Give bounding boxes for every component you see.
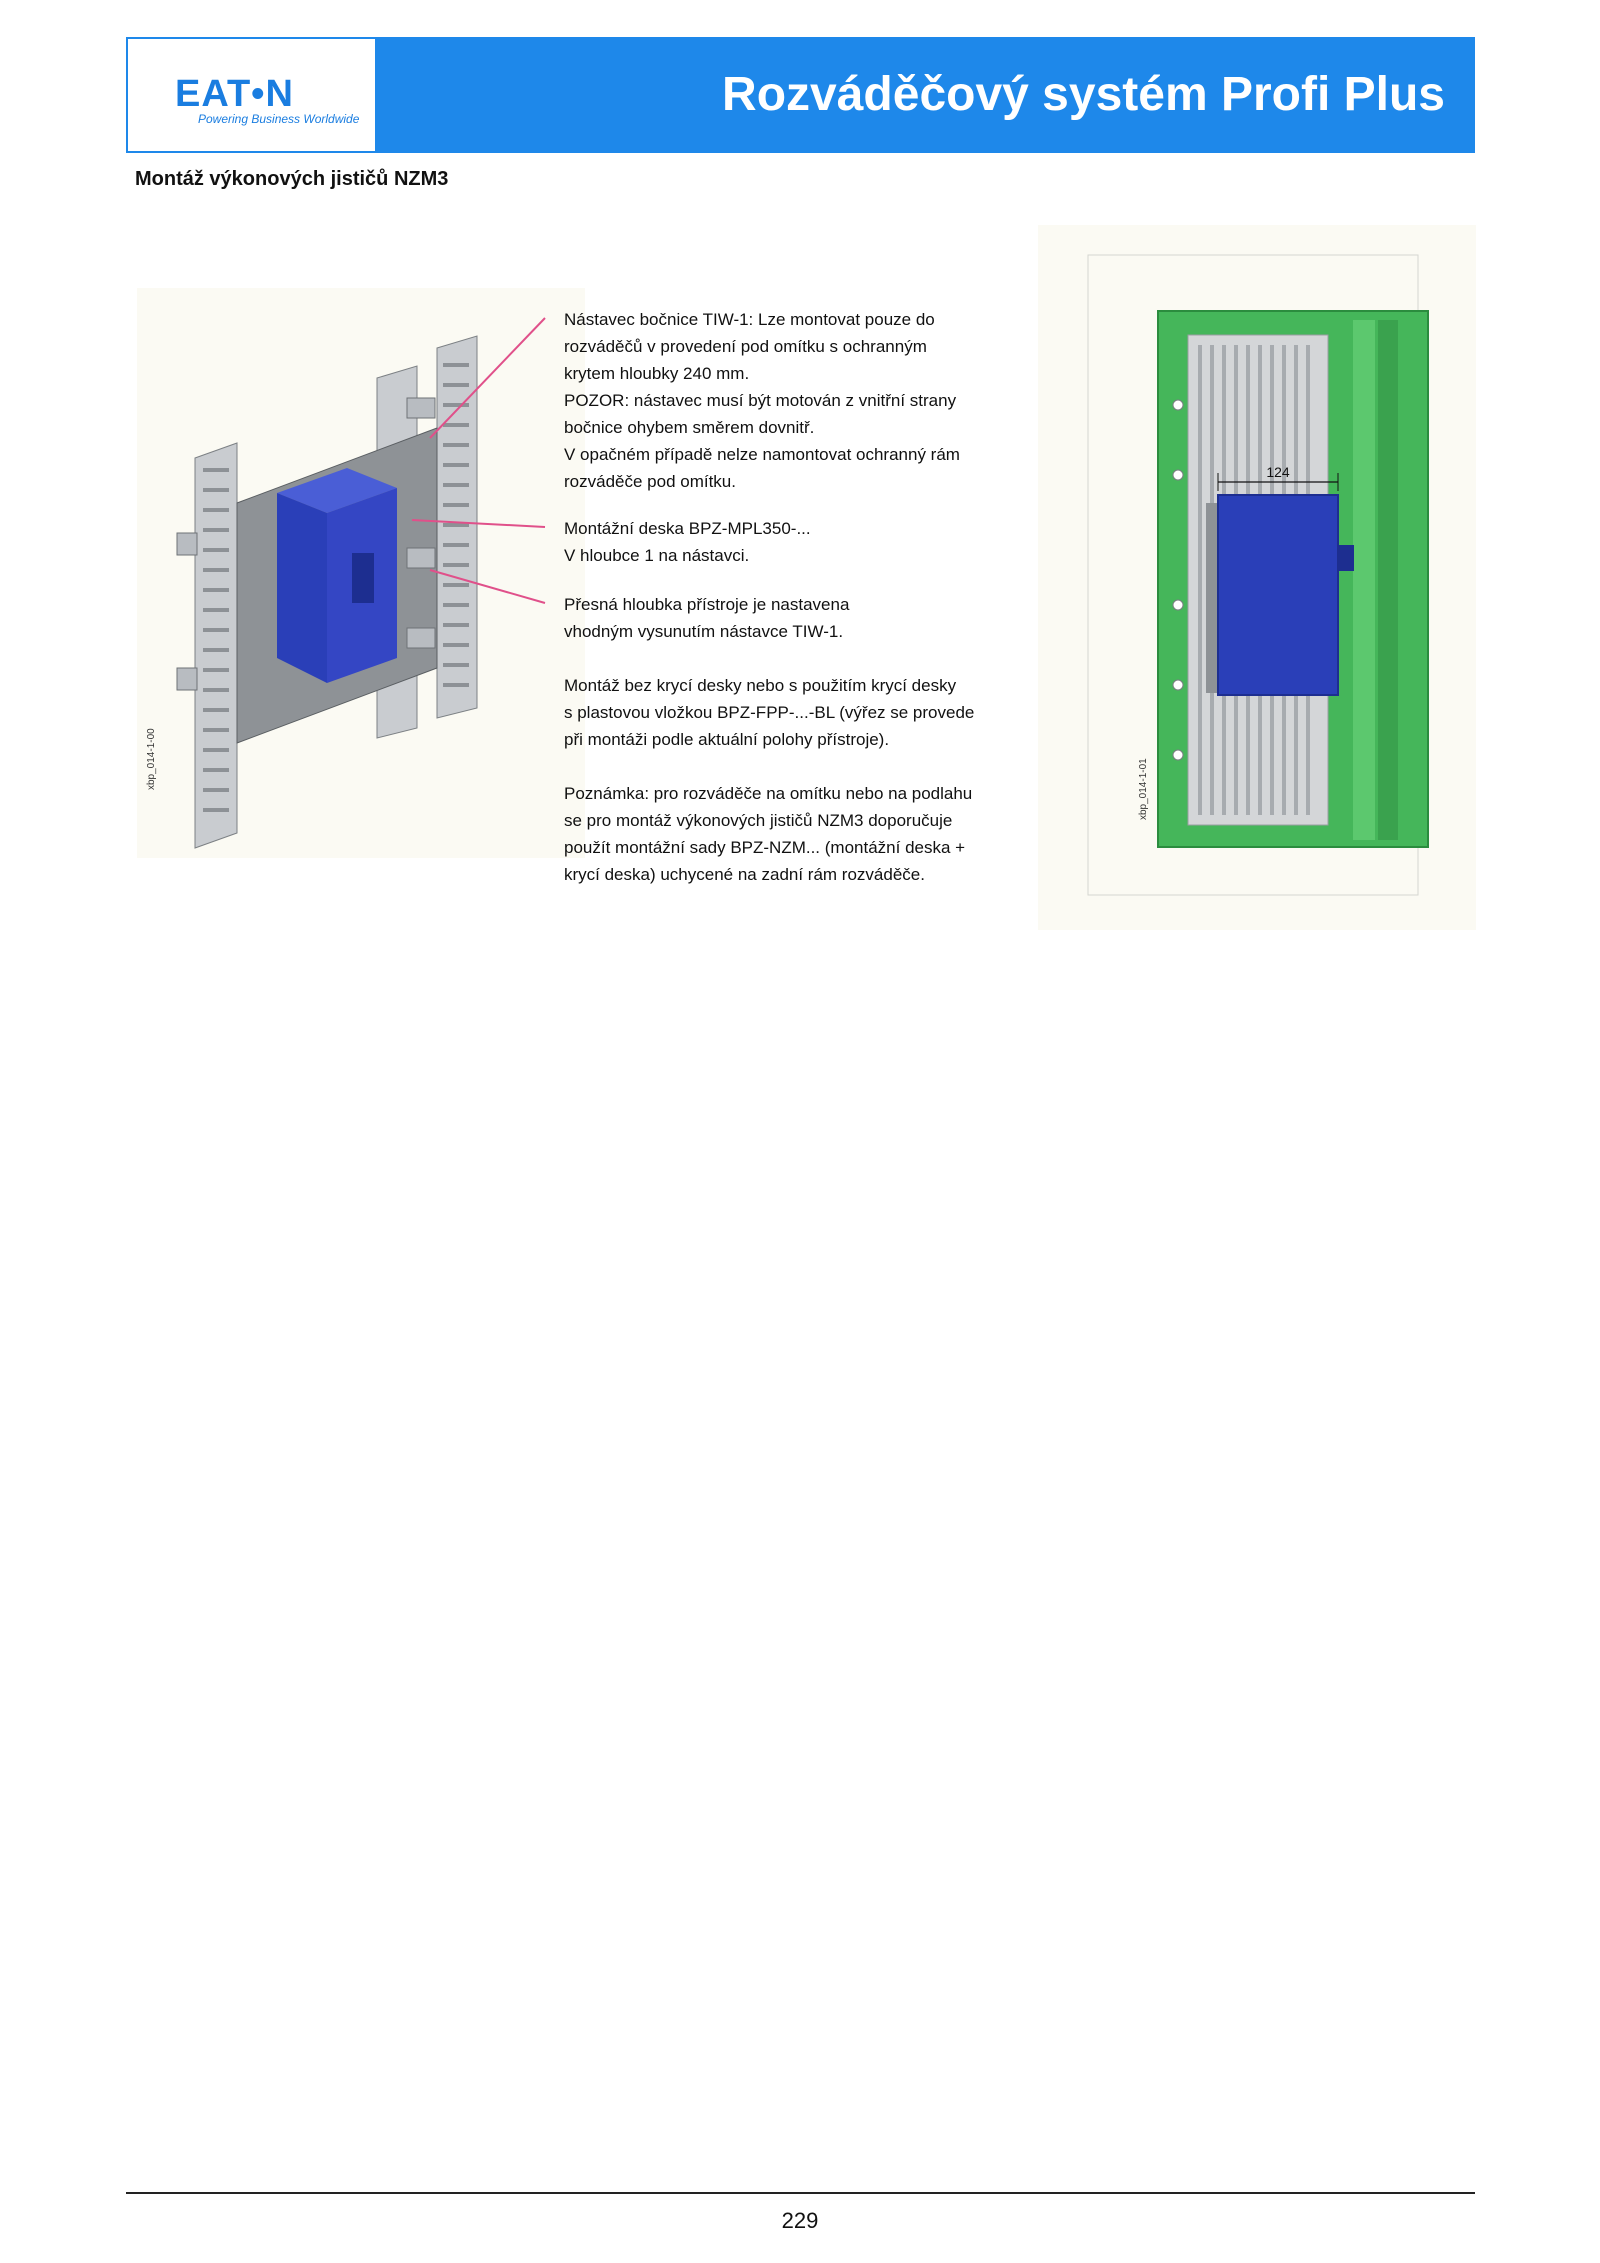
logo-tagline: Powering Business Worldwide [198, 112, 360, 126]
mounting-isometric-figure [137, 288, 585, 858]
logo-wordmark: EAT•N [175, 73, 294, 115]
eaton-logo [128, 39, 375, 151]
figure-code-left: xbp_014-1-00 [146, 728, 157, 790]
figure-code-right: xbp_014-1-01 [1138, 758, 1149, 820]
page-header [126, 37, 1475, 153]
page-number: 229 [781, 2208, 819, 2233]
footer-rule [126, 2192, 1475, 2194]
paragraph-device-depth: Přesná hloubka přístroje je nastavena vhodným vysunutím nástavce TIW-1. [564, 595, 850, 641]
document-title: Rozváděčový systém Profi Plus [722, 68, 1445, 121]
paragraph-mounting-plate: Montážní deska BPZ-MPL350-... V hloubce 1 na nástavci. [564, 519, 811, 565]
paragraph-cover-plate: Montáž bez krycí desky nebo s použitím krycí desky s plastovou vložkou BPZ-FPP-...-BL (výřez se provede při montáži podle aktuální polohy přístroje). [564, 676, 975, 749]
dimension-label: 124 [1266, 464, 1290, 480]
side-view-figure [1038, 225, 1476, 930]
section-heading: Montáž výkonových jističů NZM3 [135, 168, 449, 190]
paragraph-note: Poznámka: pro rozváděče na omítku nebo na podlahu se pro montáž výkonových jističů NZM3 doporučuje použít montážní sady BPZ-NZM... (montážní deska + krycí deska) uchycené na zadní rám rozváděče. [564, 784, 973, 884]
paragraph-tiw-extension: Nástavec bočnice TIW-1: Lze montovat pouze do rozváděčů v provedení pod omítku s ochranným krytem hloubky 240 mm. POZOR: nástavec musí být motován z vnitřní strany bočnice ohybem směrem dovnitř. V opačném případě nelze namontovat ochranný rám rozváděče pod omítku. [564, 310, 960, 491]
